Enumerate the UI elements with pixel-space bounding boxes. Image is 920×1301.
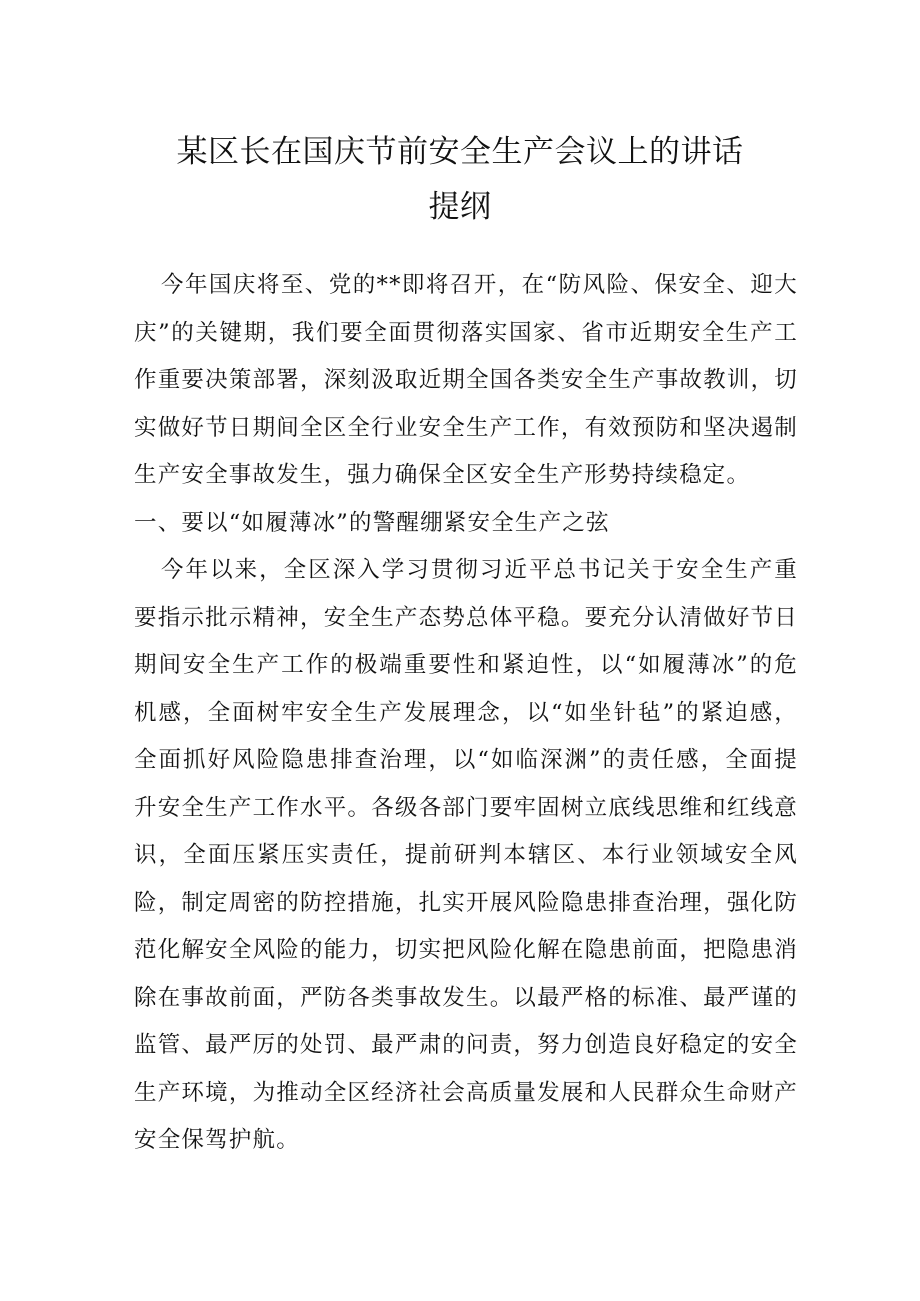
- intro-paragraph: 今年国庆将至、党的**即将召开，在“防风险、保安全、迎大庆”的关键期，我们要全面贯彻落实国家、省市近期安全生产工作重要决策部署，深刻汲取近期全国各类安全生产事故教训，切实做好节日期间全区全行业安全生产工作，有效预防和坚决遏制生产安全事故发生，强力确保全区安全生产形势持续稳定。: [134, 272, 798, 488]
- document-body: [134, 262, 798, 1165]
- document-title: 某区长在国庆节前安全生产会议上的讲话: [176, 134, 744, 170]
- section-heading-1: 一、要以“如履薄冰”的警醒绷紧安全生产之弦: [134, 509, 610, 536]
- document-title-continued: 提纲: [428, 189, 492, 225]
- section-1-paragraph: 今年以来，全区深入学习贯彻习近平总书记关于安全生产重要指示批示精神，安全生产态势总体平稳。要充分认清做好节日期间安全生产工作的极端重要性和紧迫性，以“如履薄冰”的危机感，全面树牢安全生产发展理念，以“如坐针毡”的紧迫感，全面抓好风险隐患排查治理，以“如临深渊”的责任感，全面提升安全生产工作水平。各级各部门要牢固树立底线思维和红线意识，全面压紧压实责任，提前研判本辖区、本行业领域安全风险，制定周密的防控措施，扎实开展风险隐患排查治理，强化防范化解安全风险的能力，切实把风险化解在隐患前面，把隐患消除在事故前面，严防各类事故发生。以最严格的标准、最严谨的监管、最严厉的处罚、最严肃的问责，努力创造良好稳定的安全生产环境，为推动全区经济社会高质量发展和人民群众生命财产安全保驾护航。: [134, 557, 798, 1153]
